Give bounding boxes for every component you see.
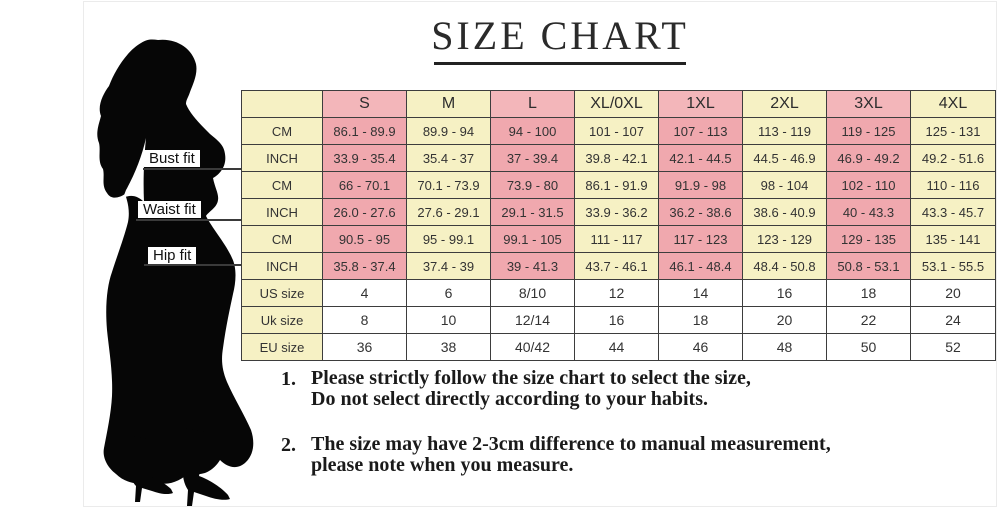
page-title: SIZE CHART <box>431 13 689 58</box>
note-1-line-1: Please strictly follow the size chart to select the size, <box>311 367 751 389</box>
measure-cell: 33.9 - 35.4 <box>323 145 407 172</box>
measure-cell: 95 - 99.1 <box>407 226 491 253</box>
measure-cell: 53.1 - 55.5 <box>911 253 996 280</box>
measure-cell: 110 - 116 <box>911 172 996 199</box>
measure-cell: 46 <box>659 334 743 361</box>
row-label-cell: INCH <box>242 145 323 172</box>
measure-cell: 20 <box>911 280 996 307</box>
measure-cell: 66 - 70.1 <box>323 172 407 199</box>
measure-cell: 94 - 100 <box>491 118 575 145</box>
row-label-cell: EU size <box>242 334 323 361</box>
note-1-number: 1. <box>281 368 296 390</box>
bust-fit-line <box>143 168 241 170</box>
hip-fit-label: Hip fit <box>148 247 196 264</box>
measure-cell: 16 <box>575 307 659 334</box>
corner-cell <box>242 91 323 118</box>
measure-cell: 39.8 - 42.1 <box>575 145 659 172</box>
measure-cell: 16 <box>743 280 827 307</box>
measure-cell: 48 <box>743 334 827 361</box>
table-row <box>242 226 996 253</box>
measure-cell: 4 <box>323 280 407 307</box>
measure-cell: 18 <box>827 280 911 307</box>
measure-cell: 86.1 - 89.9 <box>323 118 407 145</box>
measure-cell: 36 <box>323 334 407 361</box>
measure-cell: 18 <box>659 307 743 334</box>
row-label-cell: INCH <box>242 199 323 226</box>
measure-cell: 29.1 - 31.5 <box>491 199 575 226</box>
measure-cell: 123 - 129 <box>743 226 827 253</box>
hip-fit-line <box>144 264 241 266</box>
measure-cell: 119 - 125 <box>827 118 911 145</box>
waist-fit-label: Waist fit <box>138 201 201 218</box>
table-row <box>242 172 996 199</box>
measure-cell: 70.1 - 73.9 <box>407 172 491 199</box>
measure-cell: 20 <box>743 307 827 334</box>
measure-cell: 38.6 - 40.9 <box>743 199 827 226</box>
title-underline <box>434 62 686 65</box>
measure-cell: 33.9 - 36.2 <box>575 199 659 226</box>
measure-cell: 12 <box>575 280 659 307</box>
measure-cell: 8 <box>323 307 407 334</box>
measure-cell: 40/42 <box>491 334 575 361</box>
measure-cell: 8/10 <box>491 280 575 307</box>
measure-cell: 39 - 41.3 <box>491 253 575 280</box>
measure-cell: 44 <box>575 334 659 361</box>
bust-fit-label: Bust fit <box>144 150 200 167</box>
notes-section <box>281 368 941 500</box>
measure-cell: 48.4 - 50.8 <box>743 253 827 280</box>
size-column-header: 4XL <box>911 91 996 118</box>
measure-cell: 98 - 104 <box>743 172 827 199</box>
table-row <box>242 253 996 280</box>
measure-cell: 113 - 119 <box>743 118 827 145</box>
note-2-line-2: please note when you measure. <box>311 454 574 476</box>
size-column-header: 1XL <box>659 91 743 118</box>
measure-cell: 44.5 - 46.9 <box>743 145 827 172</box>
size-table <box>241 90 996 361</box>
waist-fit-line <box>136 219 241 221</box>
row-label-cell: INCH <box>242 253 323 280</box>
measure-cell: 35.8 - 37.4 <box>323 253 407 280</box>
size-column-header: XL/0XL <box>575 91 659 118</box>
measure-cell: 99.1 - 105 <box>491 226 575 253</box>
table-row <box>242 280 996 307</box>
measure-cell: 26.0 - 27.6 <box>323 199 407 226</box>
measure-cell: 101 - 107 <box>575 118 659 145</box>
measure-cell: 42.1 - 44.5 <box>659 145 743 172</box>
row-label-cell: CM <box>242 118 323 145</box>
measure-cell: 125 - 131 <box>911 118 996 145</box>
note-1-line-2: Do not select directly according to your habits. <box>311 388 709 410</box>
measure-cell: 90.5 - 95 <box>323 226 407 253</box>
note-1 <box>281 368 941 410</box>
measure-cell: 91.9 - 98 <box>659 172 743 199</box>
note-2 <box>281 434 941 476</box>
row-label-cell: US size <box>242 280 323 307</box>
measure-cell: 22 <box>827 307 911 334</box>
table-row <box>242 334 996 361</box>
measure-cell: 37 - 39.4 <box>491 145 575 172</box>
measure-cell: 35.4 - 37 <box>407 145 491 172</box>
measure-cell: 117 - 123 <box>659 226 743 253</box>
measure-cell: 12/14 <box>491 307 575 334</box>
measure-cell: 24 <box>911 307 996 334</box>
size-table-body <box>242 91 996 361</box>
measure-cell: 46.9 - 49.2 <box>827 145 911 172</box>
measure-cell: 37.4 - 39 <box>407 253 491 280</box>
row-label-cell: CM <box>242 226 323 253</box>
measure-cell: 10 <box>407 307 491 334</box>
row-label-cell: Uk size <box>242 307 323 334</box>
size-column-header: 2XL <box>743 91 827 118</box>
measure-cell: 73.9 - 80 <box>491 172 575 199</box>
measure-cell: 46.1 - 48.4 <box>659 253 743 280</box>
measure-cell: 40 - 43.3 <box>827 199 911 226</box>
size-column-header: S <box>323 91 407 118</box>
measure-cell: 89.9 - 94 <box>407 118 491 145</box>
table-row <box>242 307 996 334</box>
measure-cell: 43.3 - 45.7 <box>911 199 996 226</box>
measure-cell: 27.6 - 29.1 <box>407 199 491 226</box>
measure-cell: 52 <box>911 334 996 361</box>
table-row <box>242 145 996 172</box>
measure-cell: 111 - 117 <box>575 226 659 253</box>
measure-cell: 50.8 - 53.1 <box>827 253 911 280</box>
note-2-line-1: The size may have 2-3cm difference to manual measurement, <box>311 433 831 455</box>
measure-cell: 36.2 - 38.6 <box>659 199 743 226</box>
table-row <box>242 118 996 145</box>
size-column-header: L <box>491 91 575 118</box>
row-label-cell: CM <box>242 172 323 199</box>
size-column-header: M <box>407 91 491 118</box>
measure-cell: 135 - 141 <box>911 226 996 253</box>
measure-cell: 49.2 - 51.6 <box>911 145 996 172</box>
measure-cell: 6 <box>407 280 491 307</box>
measure-cell: 129 - 135 <box>827 226 911 253</box>
measure-cell: 86.1 - 91.9 <box>575 172 659 199</box>
measure-cell: 38 <box>407 334 491 361</box>
note-2-number: 2. <box>281 434 296 456</box>
size-column-header: 3XL <box>827 91 911 118</box>
measure-cell: 102 - 110 <box>827 172 911 199</box>
measure-cell: 43.7 - 46.1 <box>575 253 659 280</box>
measure-cell: 107 - 113 <box>659 118 743 145</box>
table-row <box>242 199 996 226</box>
measure-cell: 14 <box>659 280 743 307</box>
measure-cell: 50 <box>827 334 911 361</box>
